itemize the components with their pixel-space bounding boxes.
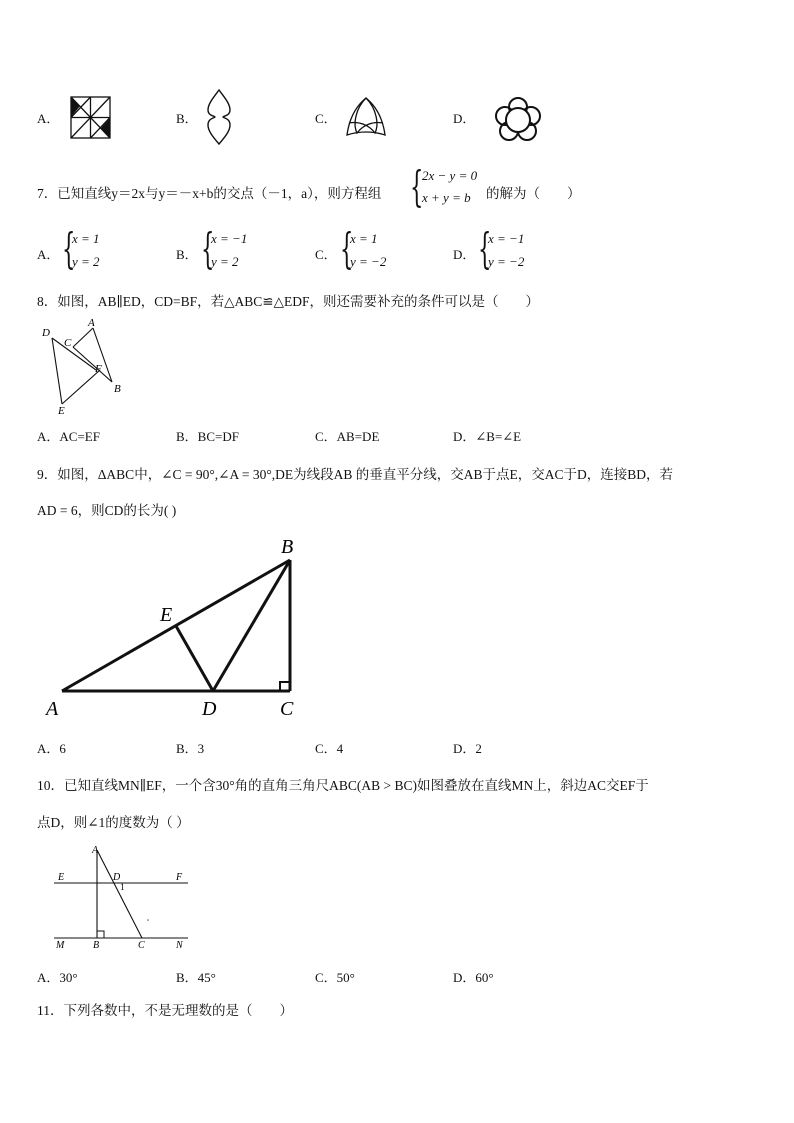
q9-option-d: D．2: [453, 741, 482, 756]
q10-figure: [52, 842, 192, 954]
q6-option-b-label: B．: [176, 111, 198, 126]
q7-option-a-eq1: x = 1: [72, 231, 100, 246]
q10-label-e: E: [58, 872, 65, 883]
q7-option-d-eq1: x = −1: [488, 231, 525, 246]
q9-label-c: C: [280, 698, 294, 720]
q7-option-b-eq1: x = −1: [211, 231, 248, 246]
q10-label-n: N: [176, 940, 183, 951]
q10-label-1: 1: [120, 882, 125, 892]
q10-stem-line1: 10．已知直线MN∥EF，一个含30°角的直角三角尺ABC(AB > BC)如图叠放在直线MN上，斜边AC交EF于: [37, 778, 649, 793]
q10-label-m: M: [56, 940, 65, 951]
q6-option-d-figure: [493, 96, 543, 144]
q6-option-b-figure: [204, 88, 234, 146]
q10-label-a: A: [92, 845, 99, 856]
q6-option-c-figure: [343, 95, 389, 139]
q9-option-b: B．3: [176, 741, 205, 756]
q7-option-b-eq2: y = 2: [211, 254, 239, 269]
q8-option-b: B．BC=DF: [176, 429, 239, 444]
brace-icon: {: [201, 224, 215, 273]
q7-option-c-system: [340, 224, 400, 274]
q10-label-c: C: [138, 940, 145, 951]
q8-label-a: A: [88, 317, 95, 329]
q10-stem-line2: 点D，则∠1的度数为（ ）: [37, 815, 190, 830]
q9-label-e: E: [160, 604, 173, 626]
q8-label-e: E: [58, 405, 65, 417]
q8-option-c: C．AB=DE: [315, 429, 380, 444]
q7-system-eq1: 2x − y = 0: [422, 168, 478, 183]
q10-dot-mark: [147, 919, 149, 921]
q9-stem-line1: 9．如图，ΔABC中，∠C = 90°,∠A = 30°,DE为线段AB 的垂直平分线，交AB于点E，交AC于D，连接BD，若: [37, 467, 673, 482]
q7-option-c-eq2: y = −2: [350, 254, 387, 269]
q7-option-d-label: D．: [453, 247, 476, 262]
q8-figure: [36, 314, 132, 418]
q9-option-c: C．4: [315, 741, 344, 756]
q7-option-b-system: [201, 224, 261, 274]
q8-label-d: D: [42, 327, 50, 339]
q10-option-a: A．30°: [37, 970, 78, 985]
q6-option-a-label: A．: [37, 111, 60, 126]
brace-icon: {: [62, 224, 76, 273]
q7-option-d-eq2: y = −2: [488, 254, 525, 269]
q9-label-b: B: [281, 536, 294, 558]
q10-option-c: C．50°: [315, 970, 355, 985]
brace-icon: {: [340, 224, 354, 273]
q7-stem-after: 的解为（ ）: [486, 186, 581, 201]
q9-label-a: A: [46, 698, 59, 720]
q9-figure: [40, 532, 320, 724]
q7-system: [410, 162, 490, 212]
q7-option-a-system: [62, 224, 122, 274]
q8-option-a: A．AC=EF: [37, 429, 100, 444]
q9-label-d: D: [202, 698, 217, 720]
q7-stem-before: 7．已知直线y＝2x与y＝－x+b的交点（－1，a），则方程组: [37, 186, 382, 201]
q7-option-a-label: A．: [37, 247, 60, 262]
q10-option-d: D．60°: [453, 970, 494, 985]
q10-label-d: D: [113, 872, 121, 883]
q11-stem: 11．下列各数中，不是无理数的是（ ）: [37, 1003, 293, 1018]
q7-option-c-eq1: x = 1: [350, 231, 378, 246]
q10-option-b: B．45°: [176, 970, 216, 985]
q10-label-f: F: [176, 872, 183, 883]
brace-icon: {: [478, 224, 492, 273]
q8-label-f: F: [95, 363, 102, 375]
q10-label-b: B: [93, 940, 100, 951]
q6-option-a-figure: [70, 96, 112, 140]
q8-option-d: D．∠B=∠E: [453, 429, 522, 444]
q7-option-c-label: C．: [315, 247, 337, 262]
q6-option-d-label: D．: [453, 111, 476, 126]
q8-label-c: C: [64, 337, 72, 349]
q9-stem-line2: AD = 6，则CD的长为( ): [37, 503, 177, 518]
q7-system-eq2: x + y = b: [422, 190, 471, 205]
q7-option-b-label: B．: [176, 247, 198, 262]
q6-option-c-label: C．: [315, 111, 337, 126]
q7-option-d-system: [478, 224, 544, 274]
q9-option-a: A．6: [37, 741, 66, 756]
q8-label-b: B: [114, 383, 121, 395]
brace-icon: {: [410, 162, 424, 211]
q8-stem: 8．如图，AB∥ED，CD=BF，若△ABC≌△EDF，则还需要补充的条件可以是（ ）: [37, 294, 539, 309]
q7-option-a-eq2: y = 2: [72, 254, 100, 269]
